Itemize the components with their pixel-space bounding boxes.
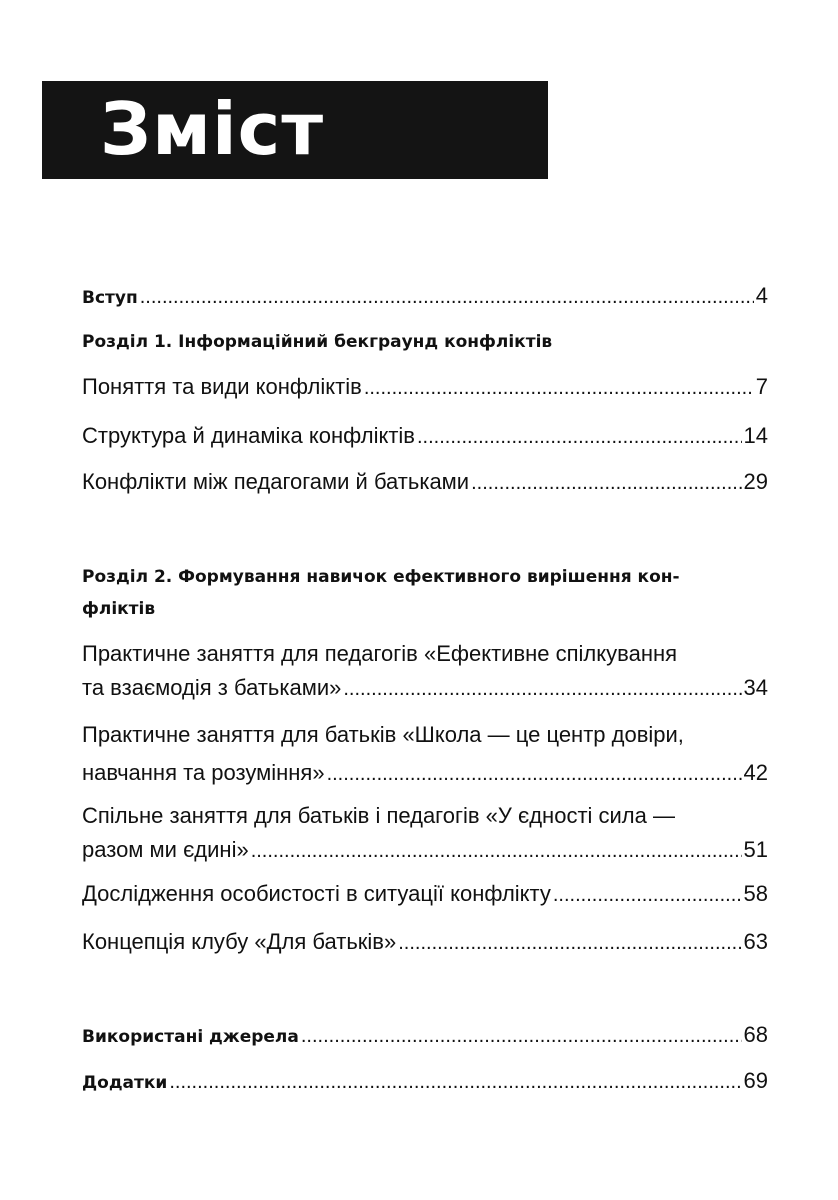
dot-leader [417, 422, 742, 452]
toc-entry-label: Додатки [82, 1073, 168, 1093]
toc-page-number: 68 [743, 1022, 768, 1047]
toc-entry[interactable] [82, 720, 768, 788]
toc-entry[interactable] [82, 372, 768, 402]
toc-page-number: 7 [755, 374, 768, 399]
toc-entry[interactable] [82, 927, 768, 957]
toc-entry[interactable] [82, 467, 768, 497]
dot-leader [343, 674, 741, 704]
toc-entry-label: та взаємодія з батьками» [82, 675, 342, 700]
toc-entry-label: Практичне заняття для батьків «Школа — це центр довіри, [82, 722, 684, 747]
toc-entry-sources[interactable] [82, 1020, 768, 1050]
toc-entry-label: Вступ [82, 288, 138, 308]
title-banner [42, 81, 548, 179]
toc-page-number: 34 [743, 675, 768, 700]
toc-page-number: 42 [743, 760, 768, 785]
dot-leader [398, 928, 741, 958]
toc-page-number: 69 [743, 1068, 768, 1093]
toc-page-number: 4 [755, 283, 768, 308]
toc-entry-label: Спільне заняття для батьків і педагогів «У єдності сила — [82, 803, 675, 828]
section-2-heading-line-2: фліктів [82, 599, 156, 619]
toc-entry[interactable] [82, 421, 768, 451]
toc-entry-label: разом ми єдині» [82, 837, 249, 862]
toc-entry[interactable] [82, 879, 768, 909]
dot-leader [169, 1067, 741, 1097]
toc-entry-label: Практичне заняття для педагогів «Ефективне спілкування [82, 641, 678, 666]
toc-entry-label: Дослідження особистості в ситуації конфлікту [82, 881, 551, 906]
section-2-heading-line-1: Розділ 2. Формування навичок ефективного вирішення кон- [82, 567, 680, 587]
toc-entry-appendices[interactable] [82, 1066, 768, 1096]
toc-page-number: 51 [743, 837, 768, 862]
toc-page-number: 58 [743, 881, 768, 906]
toc-entry-label: Концепція клубу «Для батьків» [82, 929, 397, 954]
dot-leader [251, 836, 742, 866]
toc-entry-label: Використані джерела [82, 1027, 299, 1047]
toc-page-number: 14 [743, 423, 768, 448]
toc-entry[interactable] [82, 639, 768, 703]
toc-entry[interactable] [82, 801, 768, 865]
toc-entry-label: Конфлікти між педагогами й батьками [82, 469, 470, 494]
dot-leader [301, 1021, 742, 1051]
toc-entry-label: Структура й динаміка конфліктів [82, 423, 415, 448]
dot-leader [364, 373, 754, 403]
page-title: Зміст [100, 87, 325, 171]
section-1-heading: Розділ 1. Інформаційний бекграунд конфліктів [82, 332, 553, 352]
toc-page-number: 63 [743, 929, 768, 954]
dot-leader [553, 880, 742, 910]
toc-entry-label: Поняття та види конфліктів [82, 374, 362, 399]
toc-page-number: 29 [743, 469, 768, 494]
toc-entry-label: навчання та розуміння» [82, 760, 325, 785]
dot-leader [327, 759, 742, 789]
toc-entry-intro[interactable] [82, 281, 768, 311]
dot-leader [471, 468, 741, 498]
dot-leader [140, 282, 754, 312]
